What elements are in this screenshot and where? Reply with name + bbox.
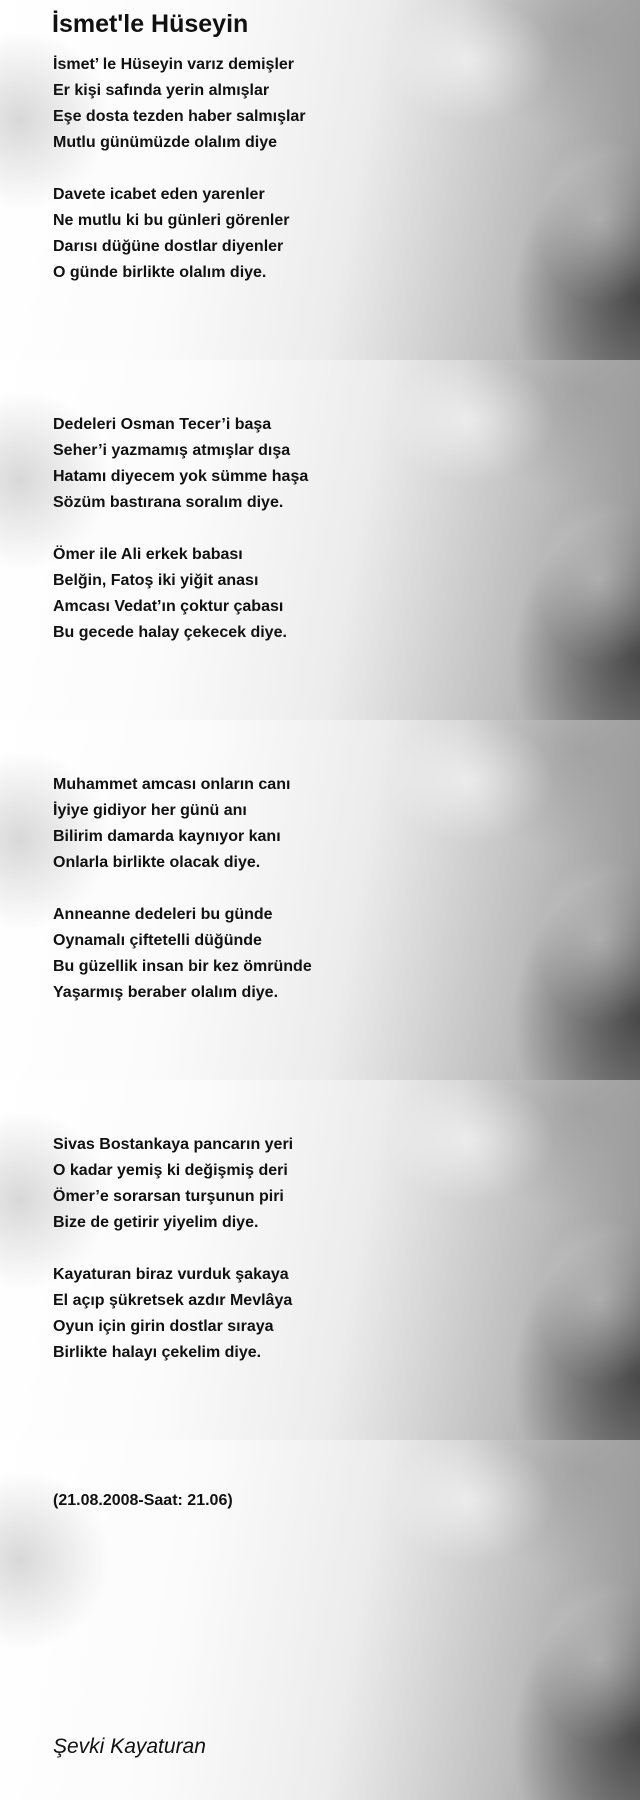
poem-line: Dedeleri Osman Tecer’i başa	[53, 416, 272, 433]
stanza	[53, 772, 312, 876]
poem-stanzas-3	[53, 772, 312, 1032]
poem-line: Yaşarmış beraber olalım diye.	[53, 984, 279, 1001]
poem-line: Bu gecede halay çekecek diye.	[53, 624, 287, 641]
poem-stanzas-2	[53, 412, 308, 672]
poem-stanzas-1	[53, 52, 306, 312]
poem-line: Davete icabet eden yarenler	[53, 186, 265, 203]
poem-line: Belğin, Fatoş iki yiğit anası	[53, 572, 259, 589]
poem-line: Sözüm bastırana soralım diye.	[53, 494, 284, 511]
stanza	[53, 1262, 293, 1366]
poem-title: İsmet'le Hüseyin	[52, 10, 249, 38]
poem-line: Oyun için girin dostlar sıraya	[53, 1318, 274, 1335]
poem-line: Ömer’e sorarsan turşunun piri	[53, 1188, 284, 1205]
stanza	[53, 52, 306, 156]
poem-line: Bu güzellik insan bir kez ömründe	[53, 958, 312, 975]
poem-author: Şevki Kayaturan	[53, 1735, 206, 1758]
poem-line: Muhammet amcası onların canı	[53, 776, 291, 793]
stanza	[53, 182, 306, 286]
poem-panel-2	[0, 360, 640, 720]
poem-line: Oynamalı çiftetelli düğünde	[53, 932, 262, 949]
poem-stanzas-4	[53, 1132, 293, 1392]
poem-line: İsmet’ le Hüseyin varız demişler	[53, 56, 295, 73]
poem-line: Kayaturan biraz vurduk şakaya	[53, 1266, 289, 1283]
poem-panel-3	[0, 720, 640, 1080]
poem-line: Sivas Bostankaya pancarın yeri	[53, 1136, 294, 1153]
poem-line: Bize de getirir yiyelim diye.	[53, 1214, 259, 1231]
poem-line: Onlarla birlikte olacak diye.	[53, 854, 261, 871]
poem-panel-1	[0, 0, 640, 360]
poem-line: Birlikte halayı çekelim diye.	[53, 1344, 262, 1361]
poem-line: O kadar yemiş ki değişmiş deri	[53, 1162, 288, 1179]
poem-line: Eşe dosta tezden haber salmışlar	[53, 108, 306, 125]
poem-line: Bilirim damarda kaynıyor kanı	[53, 828, 281, 845]
stanza	[53, 1132, 293, 1236]
poem-line: O günde birlikte olalım diye.	[53, 264, 267, 281]
poem-line: Mutlu günümüzde olalım diye	[53, 134, 277, 151]
poem-line: İyiye gidiyor her günü anı	[53, 802, 247, 819]
poem-line: Amcası Vedat’ın çoktur çabası	[53, 598, 284, 615]
poem-line: Er kişi safında yerin almışlar	[53, 82, 270, 99]
poem-line: Ne mutlu ki bu günleri görenler	[53, 212, 290, 229]
poem-panel-4	[0, 1080, 640, 1440]
poem-line: Hatamı diyecem yok sümme haşa	[53, 468, 309, 485]
stanza	[53, 412, 308, 516]
poem-line: El açıp şükretsek azdır Mevlâya	[53, 1292, 293, 1309]
poem-line: Darısı düğüne dostlar diyenler	[53, 238, 284, 255]
stanza	[53, 902, 312, 1006]
poem-date: (21.08.2008-Saat: 21.06)	[53, 1492, 233, 1509]
poem-line: Seher’i yazmamış atmışlar dışa	[53, 442, 291, 459]
poem-panel-5	[0, 1440, 640, 1800]
stanza	[53, 542, 308, 646]
poem-line: Ömer ile Ali erkek babası	[53, 546, 243, 563]
poem-line: Anneanne dedeleri bu günde	[53, 906, 273, 923]
